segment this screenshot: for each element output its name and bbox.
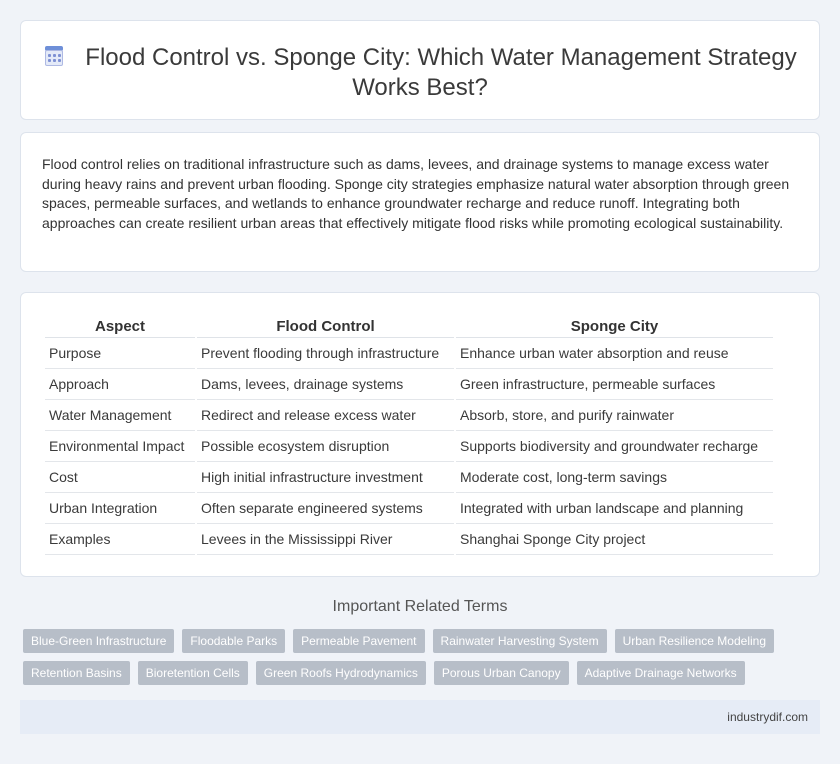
title-card <box>20 20 820 120</box>
table-cell-flood-control: Often separate engineered systems <box>197 493 454 524</box>
table-cell-flood-control: Possible ecosystem disruption <box>197 431 454 462</box>
column-header-aspect: Aspect <box>45 316 195 338</box>
table-cell-aspect: Purpose <box>45 338 195 369</box>
table-header-row <box>45 316 773 338</box>
table-cell-flood-control: Redirect and release excess water <box>197 400 454 431</box>
page-title-wrap <box>41 43 799 103</box>
table-cell-sponge-city: Supports biodiversity and groundwater recharge <box>456 431 773 462</box>
table-cell-sponge-city: Enhance urban water absorption and reuse <box>456 338 773 369</box>
related-term-tag[interactable]: Adaptive Drainage Networks <box>577 661 745 685</box>
column-header-sponge-city: Sponge City <box>456 316 773 338</box>
table-row <box>45 400 773 431</box>
table-row <box>45 338 773 369</box>
related-term-tag[interactable]: Bioretention Cells <box>138 661 248 685</box>
table-row <box>45 524 773 555</box>
related-term-tag[interactable]: Floodable Parks <box>182 629 285 653</box>
related-term-tag[interactable]: Green Roofs Hydrodynamics <box>256 661 426 685</box>
related-term-tag[interactable]: Urban Resilience Modeling <box>615 629 774 653</box>
comparison-card <box>20 292 820 577</box>
table-cell-flood-control: Levees in the Mississippi River <box>197 524 454 555</box>
table-cell-aspect: Water Management <box>45 400 195 431</box>
table-cell-sponge-city: Moderate cost, long-term savings <box>456 462 773 493</box>
related-term-tag[interactable]: Permeable Pavement <box>293 629 424 653</box>
page-title: Flood Control vs. Sponge City: Which Water Management Strategy Works Best? <box>85 44 797 101</box>
table-row <box>45 493 773 524</box>
summary-text: Flood control relies on traditional infrastructure such as dams, levees, and drainage systems to manage excess water during heavy rains and prevent urban flooding. Sponge city strategies emphasize natural water absorption through green spaces, permeable surfaces, and wetlands to enhance groundwater recharge and reduce runoff. Integrating both approaches can create resilient urban areas that effectively mitigate flood risks while promoting ecological sustainability. <box>42 156 790 231</box>
column-header-flood-control: Flood Control <box>197 316 454 338</box>
footer-bar <box>20 700 820 734</box>
table-cell-flood-control: Prevent flooding through infrastructure <box>197 338 454 369</box>
related-terms-heading: Important Related Terms <box>332 598 508 615</box>
table-cell-sponge-city: Absorb, store, and purify rainwater <box>456 400 773 431</box>
table-cell-aspect: Environmental Impact <box>45 431 195 462</box>
table-cell-aspect: Urban Integration <box>45 493 195 524</box>
table-cell-sponge-city: Green infrastructure, permeable surfaces <box>456 369 773 400</box>
table-row <box>45 462 773 493</box>
table-cell-flood-control: High initial infrastructure investment <box>197 462 454 493</box>
site-credit[interactable]: industrydif.com <box>727 710 808 724</box>
related-term-tag[interactable]: Retention Basins <box>23 661 130 685</box>
table-cell-sponge-city: Integrated with urban landscape and planning <box>456 493 773 524</box>
related-term-tag[interactable]: Blue-Green Infrastructure <box>23 629 174 653</box>
calendar-icon <box>43 45 65 67</box>
table-cell-flood-control: Dams, levees, drainage systems <box>197 369 454 400</box>
table-row <box>45 369 773 400</box>
table-cell-aspect: Cost <box>45 462 195 493</box>
related-term-tag[interactable]: Porous Urban Canopy <box>434 661 569 685</box>
table-cell-aspect: Examples <box>45 524 195 555</box>
table-cell-sponge-city: Shanghai Sponge City project <box>456 524 773 555</box>
related-terms-list <box>23 629 803 685</box>
summary-card <box>20 132 820 272</box>
related-term-tag[interactable]: Rainwater Harvesting System <box>433 629 607 653</box>
comparison-table <box>43 316 775 555</box>
table-row <box>45 431 773 462</box>
table-cell-aspect: Approach <box>45 369 195 400</box>
